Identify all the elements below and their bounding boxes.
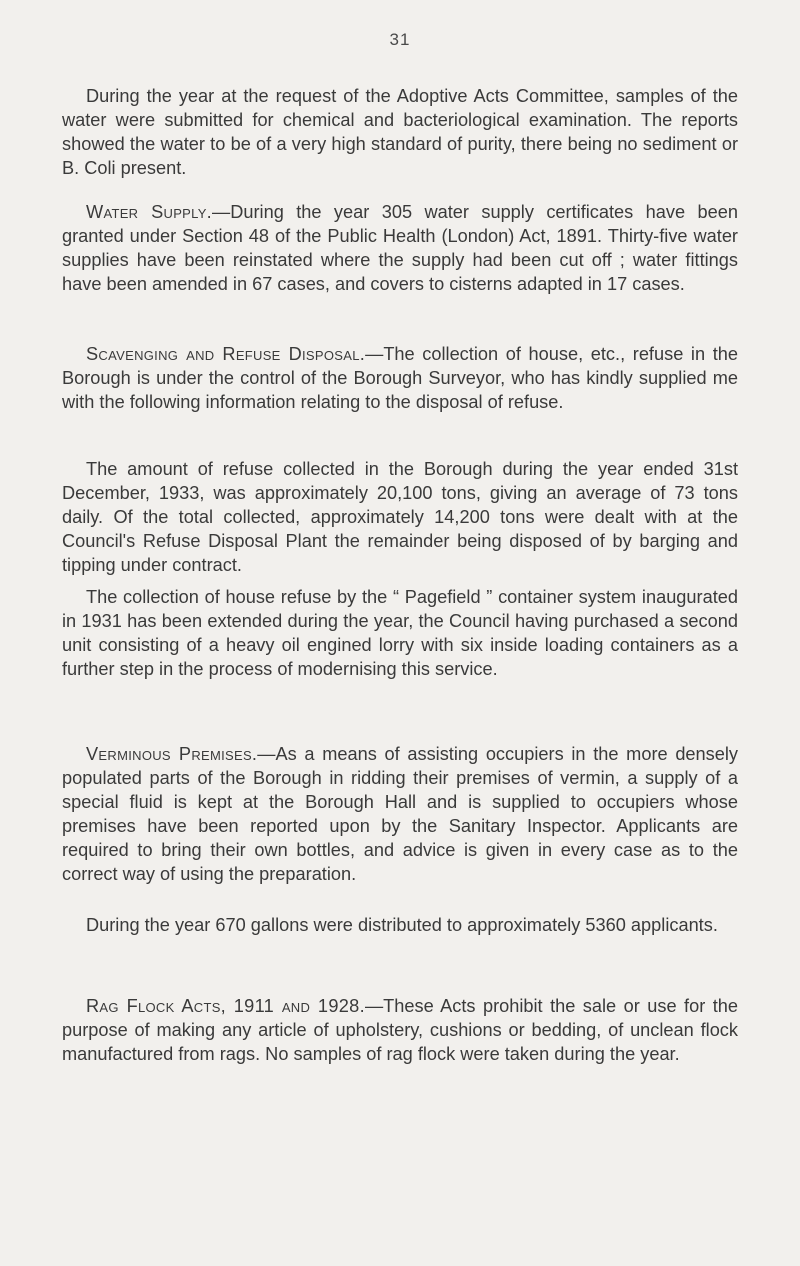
paragraph-text: —The collection of house, etc., refuse in the Borough is under the control of the Borough Surveyor, who has kindly supplied me with the following information relating to the disposal of refuse. bbox=[62, 344, 739, 412]
paragraph-text: During the year 670 gallons were distributed to approximately 5360 applicants. bbox=[86, 915, 718, 935]
paragraph-water-supply bbox=[62, 200, 738, 296]
paragraph-text: During the year at the request of the Adoptive Acts Committee, samples of the water were submitted for chemical and bacteriological examination. The reports showed the water to be of a very high standard of purity, there being no sediment or B. Coli present. bbox=[62, 86, 738, 178]
section-heading-scavenging: Scavenging and Refuse Disposal. bbox=[86, 344, 366, 364]
paragraph-text: —During the year 305 water supply certificates have been granted under Section 48 of the Public Health (London) Act, 1891. Thirty-five water supplies have been reinstated where the supply had been cut off ; water fittings have been amended in 67 cases, and covers to cisterns adapted in 17 cases. bbox=[62, 202, 738, 294]
paragraph-gallons-distributed bbox=[62, 913, 738, 937]
paragraph-text: The amount of refuse collected in the Borough during the year ended 31st December, 1933, was approximately 20,100 tons, giving an average of 73 tons daily. Of the total collected, approximately 14,200 tons were dealt with at the Council's Refuse Disposal Plant the remainder being disposed of by barging and tipping under contract. bbox=[62, 459, 738, 575]
paragraph-rag-flock-acts bbox=[62, 994, 738, 1066]
page-number: 31 bbox=[389, 30, 411, 49]
section-heading-verminous-premises: Verminous Premises. bbox=[86, 744, 258, 764]
paragraph-text: The collection of house refuse by the “ Pagefield ” container system inaugurated in 1931 has been extended during the year, the Council having purchased a second unit consisting of a heavy oil engined lorry with six inside loading containers as a further step in the process of modernising this service. bbox=[62, 587, 738, 679]
paragraph-refuse-amount bbox=[62, 457, 738, 577]
paragraph-scavenging bbox=[62, 342, 738, 414]
paragraph-water-examination bbox=[62, 84, 738, 180]
section-heading-rag-flock: Rag Flock Acts, 1911 and 1928. bbox=[86, 996, 365, 1016]
section-heading-water-supply: Water Supply. bbox=[86, 202, 213, 222]
paragraph-text: —As a means of assisting occupiers in the more densely populated parts of the Borough in ridding their premises of vermin, a supply of a special fluid is kept at the Borough Hall and is supplied to occupiers whose premises have been reported upon by the Sanitary Inspector. Applicants are required to bring their own bottles, and advice is given in every case as to the correct way of using the preparation. bbox=[62, 744, 739, 884]
paragraph-verminous-premises bbox=[62, 742, 738, 886]
paragraph-text: —These Acts prohibit the sale or use for the purpose of making any article of upholstery, cushions or bedding, of unclean flock manufactured from rags. No samples of rag flock were taken during the year. bbox=[62, 996, 738, 1064]
paragraph-pagefield-system bbox=[62, 585, 738, 681]
